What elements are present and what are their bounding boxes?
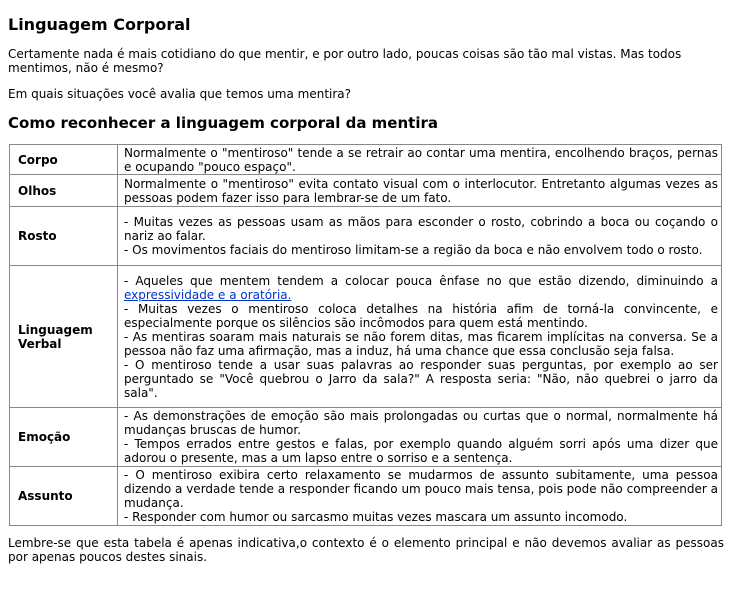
- row-content: [118, 266, 722, 408]
- table-row-emocao: [10, 408, 722, 467]
- table-row-olhos: [10, 175, 722, 207]
- row-text: - Tempos errados entre gestos e falas, por exemplo quando alguém sorri após uma dizer que adorou o presente, mas a um lapso entre o sorriso e a sentença.: [124, 437, 718, 465]
- section-heading: Como reconhecer a linguagem corporal da mentira: [8, 114, 438, 132]
- row-text-prefix: - Aqueles que mentem tendem a colocar pouca ênfase no que estão dizendo, diminuindo a: [124, 273, 718, 288]
- page-title: Linguagem Corporal: [8, 15, 191, 34]
- row-content: [118, 145, 722, 175]
- table-row-corpo: [10, 145, 722, 175]
- intro-paragraph: Certamente nada é mais cotidiano do que mentir, e por outro lado, poucas coisas são tão mal vistas. Mas todos mentimos, não é mesmo?: [8, 47, 682, 75]
- question-paragraph: Em quais situações você avalia que temos uma mentira?: [8, 87, 352, 101]
- row-text: - Os movimentos faciais do mentiroso limitam-se a região da boca e não envolvem todo o rosto.: [124, 243, 703, 257]
- row-label: Corpo: [10, 145, 118, 175]
- row-text: - Muitas vezes as pessoas usam as mãos para esconder o rosto, cobrindo a boca ou coçando o nariz ao falar.: [124, 215, 718, 243]
- lie-signs-table: [9, 144, 722, 526]
- row-label: Rosto: [10, 207, 118, 266]
- row-content: [118, 207, 722, 266]
- row-content: [118, 408, 722, 467]
- row-text: - Muitas vezes o mentiroso coloca detalhes na história afim de torná-la convincente, e especialmente porque os silêncios são incômodos para quem está mentindo.: [124, 301, 718, 330]
- table-row-linguagem-verbal: [10, 266, 722, 408]
- article: [8, 0, 724, 576]
- row-text: - As mentiras soaram mais naturais se não forem ditas, mas ficarem implícitas na conversa. Se a pessoa não faz uma afirmação, mas a induz, há uma chance que essa conclusão seja falsa.: [124, 329, 718, 358]
- row-text: - As demonstrações de emoção são mais prolongadas ou curtas que o normal, normalmente há mudanças bruscas de humor.: [124, 409, 718, 437]
- row-text: - O mentiroso tende a usar suas palavras ao responder suas perguntas, por exemplo ao ser perguntado se "Você quebrou o Jarro da sala?" A resposta seria: "Não, não quebrei o jarro da sala".: [124, 357, 718, 400]
- table-row-assunto: [10, 467, 722, 526]
- row-content: [118, 467, 722, 526]
- row-text: - O mentiroso exibira certo relaxamento se mudarmos de assunto subitamente, uma pessoa dizendo a verdade tende a responder ficando um pouco mais tensa, pois pode não compreender a mudança.: [124, 468, 718, 510]
- table-row-rosto: [10, 207, 722, 266]
- row-content: [118, 175, 722, 207]
- row-label: Assunto: [10, 467, 118, 526]
- closing-paragraph: Lembre-se que esta tabela é apenas indicativa,o contexto é o elemento principal e não devemos avaliar as pessoas por apenas poucos destes sinais.: [8, 536, 724, 564]
- row-text: [124, 274, 718, 302]
- row-label: Emoção: [10, 408, 118, 467]
- row-text: Normalmente o "mentiroso" tende a se retrair ao contar uma mentira, encolhendo braços, pernas e ocupando "pouco espaço".: [124, 145, 718, 174]
- expressividade-link[interactable]: expressividade e a oratória.: [124, 287, 292, 302]
- row-label: Linguagem Verbal: [10, 266, 118, 408]
- row-label: Olhos: [10, 175, 118, 207]
- row-text: - Responder com humor ou sarcasmo muitas vezes mascara um assunto incomodo.: [124, 510, 628, 524]
- row-text: Normalmente o "mentiroso" evita contato visual com o interlocutor. Entretanto algumas vezes as pessoas podem fazer isso para lembrar-se de um fato.: [124, 176, 718, 205]
